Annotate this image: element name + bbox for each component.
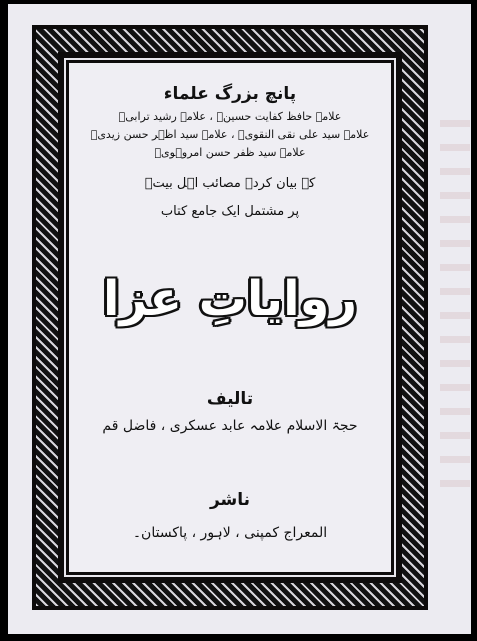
author-name: حجۃ الاسلام علامہ عابد عسکری ، فاضل قم	[102, 418, 358, 434]
book-title: روایاتِ عزا	[102, 271, 357, 327]
scholars-line-2: علامہ سید علی نقی النقویؒ ، علامہ سید اظہر حسن زیدیؒ	[90, 128, 370, 141]
author-label: تالیف	[206, 389, 254, 409]
scholars-line-1: علامہ حافظ کفایت حسینؒ ، علامہ رشید ترابیؒ	[118, 110, 342, 123]
heading: پانچ بزرگ علماء	[163, 84, 297, 104]
show-through-bleed	[440, 120, 470, 500]
scholars-line-3: علامہ سید ظفر حسن امروہویؒ	[154, 146, 306, 159]
publisher-name: المعراج کمپنی ، لاہور ، پاکستان۔	[132, 525, 328, 541]
subtitle-line-1: کے بیان کردہ مصائب اہل بیتؑ	[144, 176, 316, 191]
publisher-label: ناشر	[209, 490, 251, 510]
subtitle-line-2: پر مشتمل ایک جامع کتاب	[160, 204, 300, 219]
title-page-content	[69, 63, 391, 572]
